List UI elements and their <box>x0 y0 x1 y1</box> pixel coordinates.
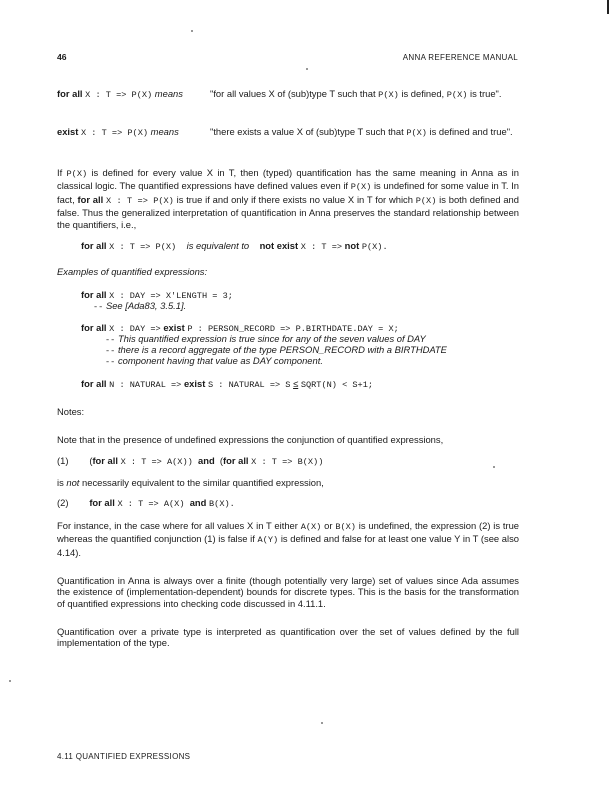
scan-speck <box>306 68 308 70</box>
example-3-code: for all N : NATURAL => exist S : NATURAL => S ≤ SQRT(N) < S+1; <box>81 378 374 390</box>
equivalence-line: for all X : T => P(X) is equivalent to not exist X : T => not P(X). <box>81 240 388 252</box>
equation-2: (2) for all X : T => A(X) and B(X). <box>57 497 235 509</box>
code-text: X : T => P(X) <box>80 128 149 138</box>
paragraph-instance: For instance, in the case where for all values X in T either A(X) or B(X) is undefined, the expression (2) is true whereas the quantified conjunction (1) is false if A(Y) is defined and false for at least one value Y in T (see also 4.14). <box>57 520 520 558</box>
keyword: exist <box>57 126 79 137</box>
definition-exist <box>57 126 527 152</box>
example-2-comment: -- This quantified expression is true since for any of the seven values of DAY <box>105 333 426 345</box>
example-2-comment: -- component having that value as DAY component. <box>105 355 323 367</box>
definition-description: "for all values X of (sub)type T such that P(X) is defined, P(X) is true". <box>210 88 502 100</box>
means-label: means <box>150 126 179 137</box>
code-text: X : T => P(X) <box>85 90 153 100</box>
note-2: is not necessarily equivalent to the similar quantified expression, <box>57 477 324 488</box>
paragraph-finite: Quantification in Anna is always over a finite (though potentially very large) set of values since Ada assumes the existence of (implementation-dependent) bounds for discrete types. This is the basis for the transformation of quantified expressions into checking code discussed in 4.11.1. <box>57 575 519 609</box>
example-1-code: for all X : DAY => X'LENGTH = 3; <box>81 289 233 301</box>
note-1: Note that in the presence of undefined expressions the conjunction of quantified expressions, <box>57 434 444 445</box>
definition-description: "there exists a value X of (sub)type T such that P(X) is defined and true". <box>210 126 513 138</box>
means-label: means <box>154 88 183 99</box>
page-number: 46 <box>57 52 67 62</box>
example-2-code: for all X : DAY => exist P : PERSON_RECORD => P.BIRTHDATE.DAY = X; <box>81 322 399 334</box>
scan-speck <box>191 30 193 32</box>
running-title: ANNA REFERENCE MANUAL <box>402 53 518 62</box>
scan-speck <box>321 722 323 724</box>
example-2-comment: -- there is a record aggregate of the type PERSON_RECORD with a BIRTHDATE <box>105 344 447 356</box>
paragraph-private-type: Quantification over a private type is interpreted as quantification over the set of values defined by the full implementation of the type. <box>57 626 519 649</box>
definition-term <box>57 88 207 101</box>
definition-term <box>57 126 207 139</box>
example-1-comment: -- See [Ada83, 3.5.1]. <box>93 300 187 312</box>
paragraph-semantics: If P(X) is defined for every value X in T, then (typed) quantification has the same meaning in Anna as in classical logic. The quantified expressions have defined values even if P(X) is undefined for some value in T. In fact, for all X : T => P(X) is true if and only if there exists no value X in T for which P(X) is both defined and false. Thus the generalized interpretation of quantification in Anna preserves the standard relationship between the quantifiers, i.e., <box>57 167 519 230</box>
keyword: for all <box>57 88 83 99</box>
examples-heading: Examples of quantified expressions: <box>57 266 208 277</box>
leq-symbol: ≤ <box>293 378 299 389</box>
notes-heading: Notes: <box>57 406 85 417</box>
footer-section-title: 4.11 QUANTIFIED EXPRESSIONS <box>57 752 191 761</box>
equation-1: (1) (for all X : T => A(X)) and (for all X : T => B(X)) <box>57 455 324 467</box>
definition-for-all <box>57 88 527 114</box>
scan-speck <box>493 466 495 468</box>
margin-bar <box>607 0 609 14</box>
scan-speck <box>9 680 11 682</box>
